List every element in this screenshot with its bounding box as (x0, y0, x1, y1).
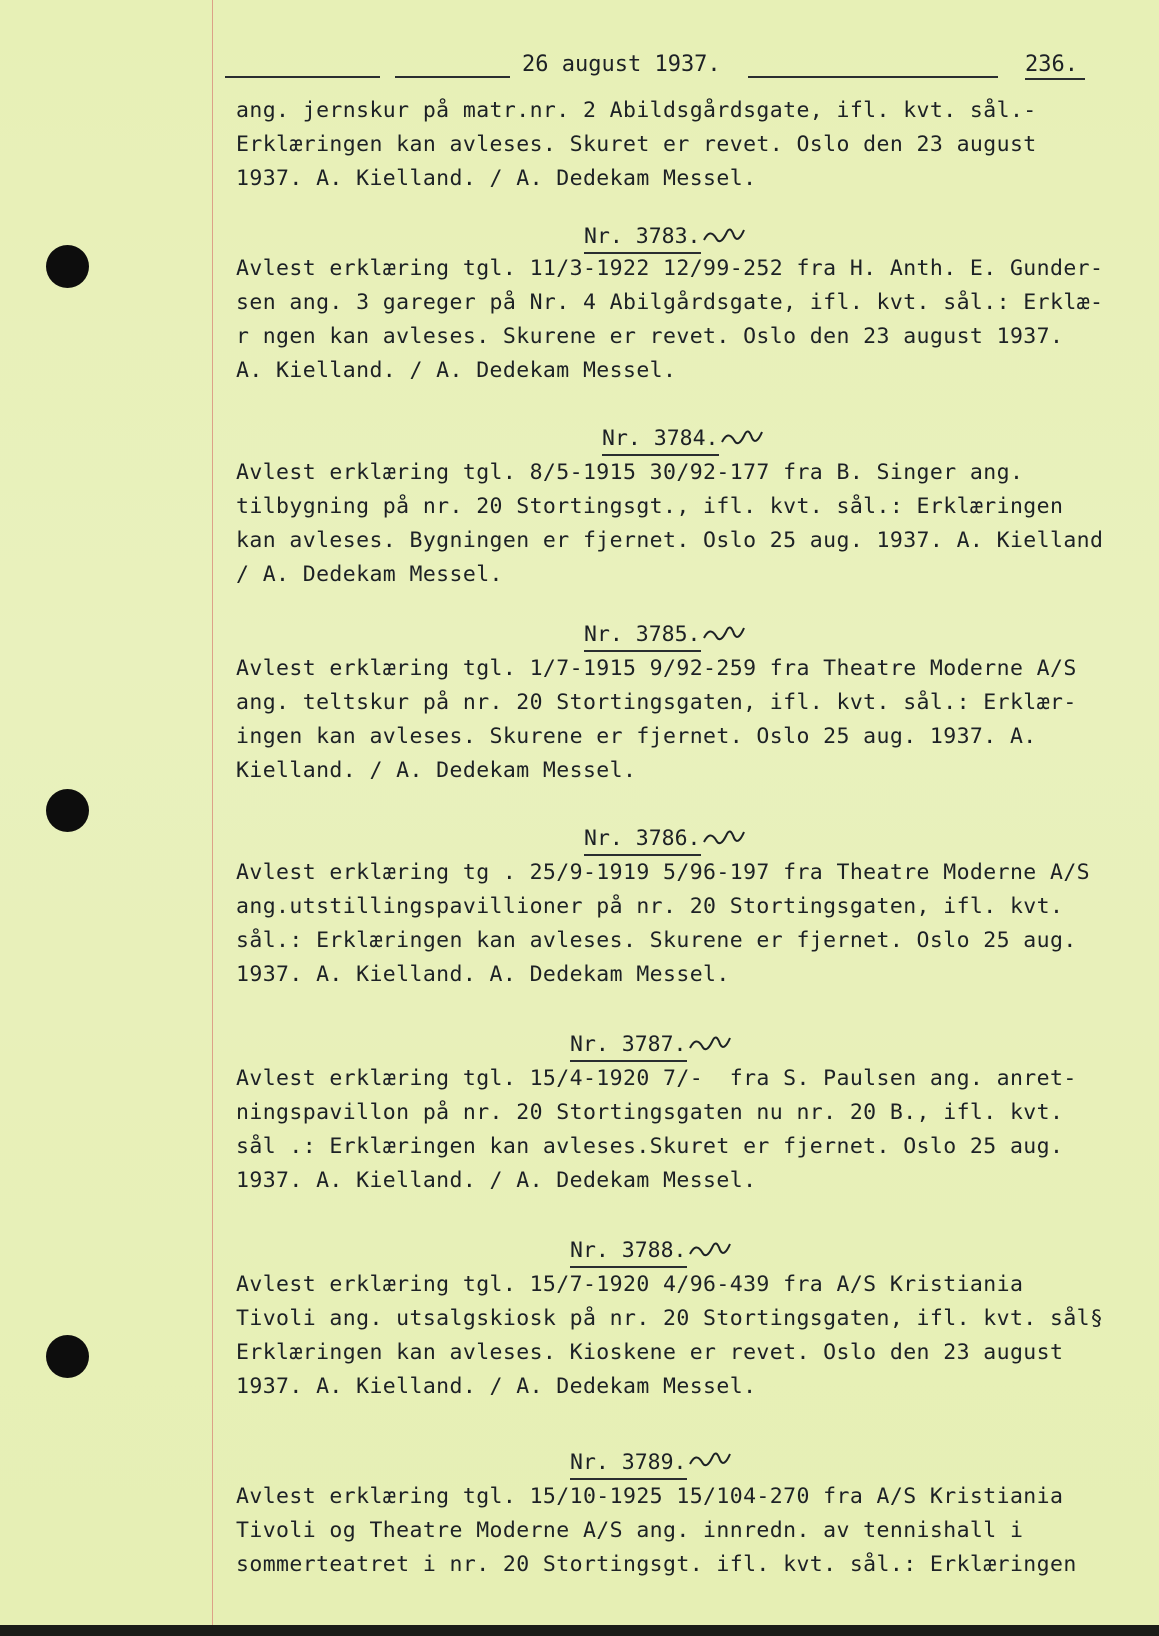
entry-line: ningspavillon på nr. 20 Stortingsgaten nu nr. 20 B., ifl. kvt. (236, 1100, 1064, 1125)
initials-mark (686, 1030, 732, 1060)
entry-number: Nr. 3786. (584, 828, 701, 850)
header-date: 26 august 1937. (522, 52, 721, 77)
entry-number: Nr. 3785. (584, 624, 701, 646)
entry-line: sommerteatret i nr. 20 Stortingsgt. ifl. kvt. sål.: Erklæringen (236, 1552, 1077, 1577)
initials-mark (700, 824, 746, 854)
entry-line: 1937. A. Kielland. / A. Dedekam Messel. (236, 166, 757, 191)
entry-line: Tivoli og Theatre Moderne A/S ang. innredn. av tennishall i (236, 1518, 1024, 1543)
entry-line: Avlest erklæring tgl. 1/7-1915 9/92-259 fra Theatre Moderne A/S (236, 656, 1077, 681)
entry-line: Avlest erklæring tgl. 15/4-1920 7/- fra S. Paulsen ang. anret- (236, 1066, 1077, 1091)
entry-line: Avlest erklæring tg . 25/9-1919 5/96-197 fra Theatre Moderne A/S (236, 860, 1091, 885)
entry-number: Nr. 3787. (570, 1034, 687, 1056)
initials-mark (700, 620, 746, 650)
entry-line: tilbygning på nr. 20 Stortingsgt., ifl. kvt. sål.: Erklæringen (236, 494, 1064, 519)
entry-line: sen ang. 3 gareger på Nr. 4 Abilgårdsgate, ifl. kvt. sål.: Erklæ- (236, 290, 1104, 315)
entry-line: Avlest erklæring tgl. 8/5-1915 30/92-177 fra B. Singer ang. (236, 460, 1024, 485)
entry-line: ang. teltskur på nr. 20 Stortingsgaten, ifl. kvt. sål.: Erklær- (236, 690, 1077, 715)
entry-number: Nr. 3789. (570, 1452, 687, 1474)
entry-line: Erklæringen kan avleses. Skuret er revet. Oslo den 23 august (236, 132, 1037, 157)
entry-line: sål .: Erklæringen kan avleses.Skuret er fjernet. Oslo 25 aug. (236, 1134, 1064, 1159)
entry-number: Nr. 3788. (570, 1240, 687, 1262)
entry-line: Avlest erklæring tgl. 15/7-1920 4/96-439 fra A/S Kristiania (236, 1272, 1024, 1297)
initials-mark (718, 424, 764, 454)
binder-hole (46, 245, 89, 288)
entry-line: ang.utstillingspavillioner på nr. 20 Stortingsgaten, ifl. kvt. (236, 894, 1064, 919)
entry-line: / A. Dedekam Messel. (236, 562, 503, 587)
entry-line: 1937. A. Kielland. A. Dedekam Messel. (236, 962, 730, 987)
entry-line: Avlest erklæring tgl. 11/3-1922 12/99-252 fra H. Anth. E. Gunder- (236, 256, 1104, 281)
entry-line: Avlest erklæring tgl. 15/10-1925 15/104-270 fra A/S Kristiania (236, 1484, 1064, 1509)
initials-mark (700, 222, 746, 252)
page-number: 236. (1025, 52, 1078, 77)
entry-line: 1937. A. Kielland. / A. Dedekam Messel. (236, 1374, 757, 1399)
entry-number: Nr. 3783. (584, 226, 701, 248)
entry-line: ingen kan avleses. Skurene er fjernet. Oslo 25 aug. 1937. A. (236, 724, 1037, 749)
binder-hole (46, 1335, 89, 1378)
entry-line: ang. jernskur på matr.nr. 2 Abildsgårdsgate, ifl. kvt. sål.- (236, 98, 1037, 123)
entry-line: sål.: Erklæringen kan avleses. Skurene er fjernet. Oslo 25 aug. (236, 928, 1077, 953)
entry-line: r ngen kan avleses. Skurene er revet. Oslo den 23 august 1937. (236, 324, 1064, 349)
entry-line: kan avleses. Bygningen er fjernet. Oslo 25 aug. 1937. A. Kielland (236, 528, 1104, 553)
entry-line: A. Kielland. / A. Dedekam Messel. (236, 358, 677, 383)
initials-mark (686, 1446, 732, 1476)
entry-line: Tivoli ang. utsalgskiosk på nr. 20 Stortingsgaten, ifl. kvt. sål§ (236, 1306, 1104, 1331)
entry-number: Nr. 3784. (602, 428, 719, 450)
initials-mark (686, 1236, 732, 1266)
entry-line: 1937. A. Kielland. / A. Dedekam Messel. (236, 1168, 757, 1193)
binder-hole (46, 789, 89, 832)
margin-line (212, 0, 213, 1625)
entry-line: Erklæringen kan avleses. Kioskene er revet. Oslo den 23 august (236, 1340, 1064, 1365)
page-header (225, 52, 1125, 82)
entry-line: Kielland. / A. Dedekam Messel. (236, 758, 637, 783)
